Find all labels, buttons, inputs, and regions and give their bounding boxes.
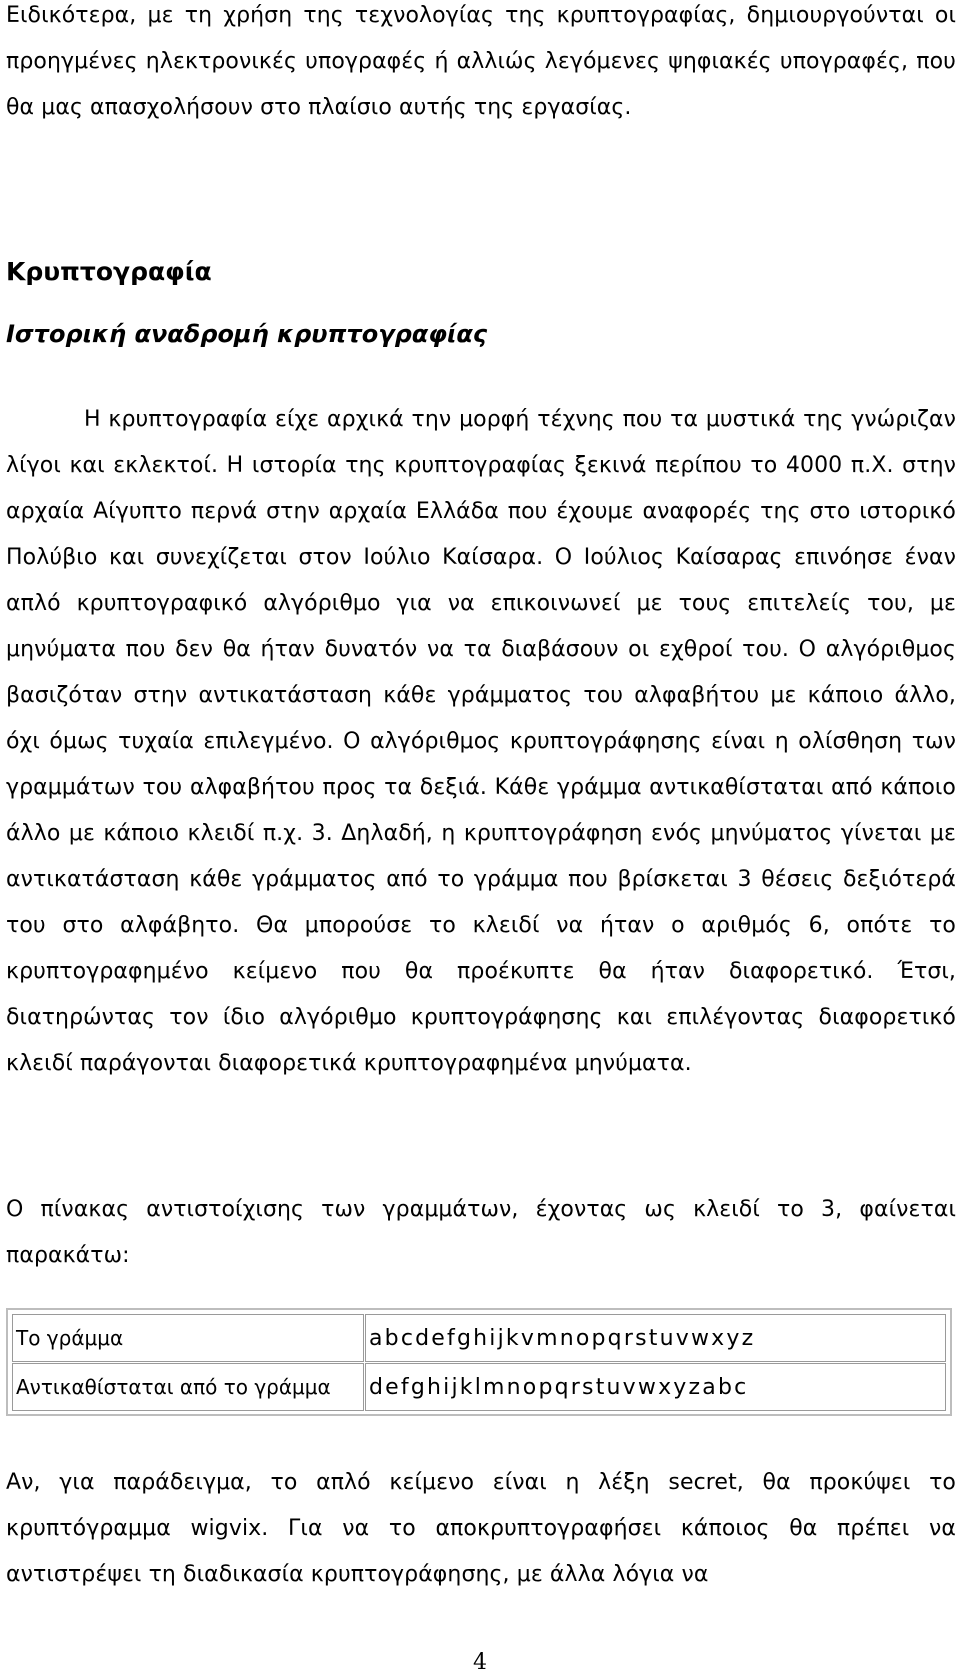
row-label-cipher: Αντικαθίσταται από το γράμμα [12, 1363, 364, 1411]
example-paragraph: Αν, για παράδειγμα, το απλό κείμενο είναι η λέξη secret, θα προκύψει το κρυπτόγραμμα wigvix. Για να το αποκρυπτογραφήσει κάποιος θα πρέπει να αντιστρέψει τη διαδικασία κρυπτογράφησης, με άλλα λόγια να [6, 1470, 956, 1587]
table-row [12, 1363, 946, 1411]
cipher-table-frame [6, 1308, 952, 1416]
history-paragraph: Η κρυπτογραφία είχε αρχικά την μορφή τέχνης που τα μυστικά της γνώριζαν λίγοι και εκλεκτοί. Η ιστορία της κρυπτογραφίας ξεκινά περίπου το 4000 π.Χ. στην αρχαία Αίγυπτο περνά στην αρχαία Ελλάδα που έχουμε αναφορές της στο ιστορικό Πολύβιο και συνεχίζεται στον Ιούλιο Καίσαρα. Ο Ιούλιος Καίσαρας επινόησε έναν απλό κρυπτογραφικό αλγόριθμο για να επικοινωνεί με τους επιτελείς του, με μηνύματα που δεν θα ήταν δυνατόν να τα διαβάσουν οι εχθροί του. Ο αλγόριθμος βασιζόταν στην αντικατάσταση κάθε γράμματος του αλφαβήτου με κάποιο άλλο, όχι όμως τυχαία επιλεγμένο. Ο αλγόριθμος κρυπτογράφησης είναι η ολίσθηση των γραμμάτων του αλφαβήτου προς τα δεξιά. Κάθε γράμμα αντικαθίσταται από κάποιο άλλο με κάποιο κλειδί π.χ. 3. Δηλαδή, η κρυπτογράφηση ενός μηνύματος γίνεται με αντικατάσταση κάθε γράμματος από το γράμμα που βρίσκεται 3 θέσεις δεξιότερά του στο αλφάβητο. Θα μπορούσε το κλειδί να ήταν ο αριθμός 6, οπότε το κρυπτογραφημένο κείμενο που θα προέκυπτε θα ήταν διαφορετικό. Έτσι, διατηρώντας τον ίδιο αλγόριθμο κρυπτογράφησης και επιλέγοντας διαφορετικό κλειδί παράγονται διαφορετικά κρυπτογραφημένα μηνύματα. [6, 407, 956, 1076]
row-letters-plain: abcdefghijkvmnopqrstuvwxyz [365, 1314, 946, 1362]
table-row [12, 1314, 946, 1362]
table-intro-paragraph: Ο πίνακας αντιστοίχισης των γραμμάτων, έχοντας ως κλειδί το 3, φαίνεται παρακάτω: [6, 1197, 956, 1268]
row-letters-cipher: defghijklmnopqrstuvwxyzabc [365, 1363, 946, 1411]
intro-paragraph: Ειδικότερα, με τη χρήση της τεχνολογίας της κρυπτογραφίας, δημιουργούνται οι προηγμένες ηλεκτρονικές υπογραφές ή αλλιώς λεγόμενες ψηφιακές υπογραφές, που θα μας απασχολήσουν στο πλαίσιο αυτής της εργασίας. [6, 3, 956, 120]
cipher-table [11, 1313, 947, 1412]
row-label-plain: Το γράμμα [12, 1314, 364, 1362]
page-number: 4 [473, 1650, 487, 1675]
section-heading: Κρυπτογραφία [6, 257, 212, 286]
section-subheading: Ιστορική αναδρομή κρυπτογραφίας [6, 320, 488, 348]
